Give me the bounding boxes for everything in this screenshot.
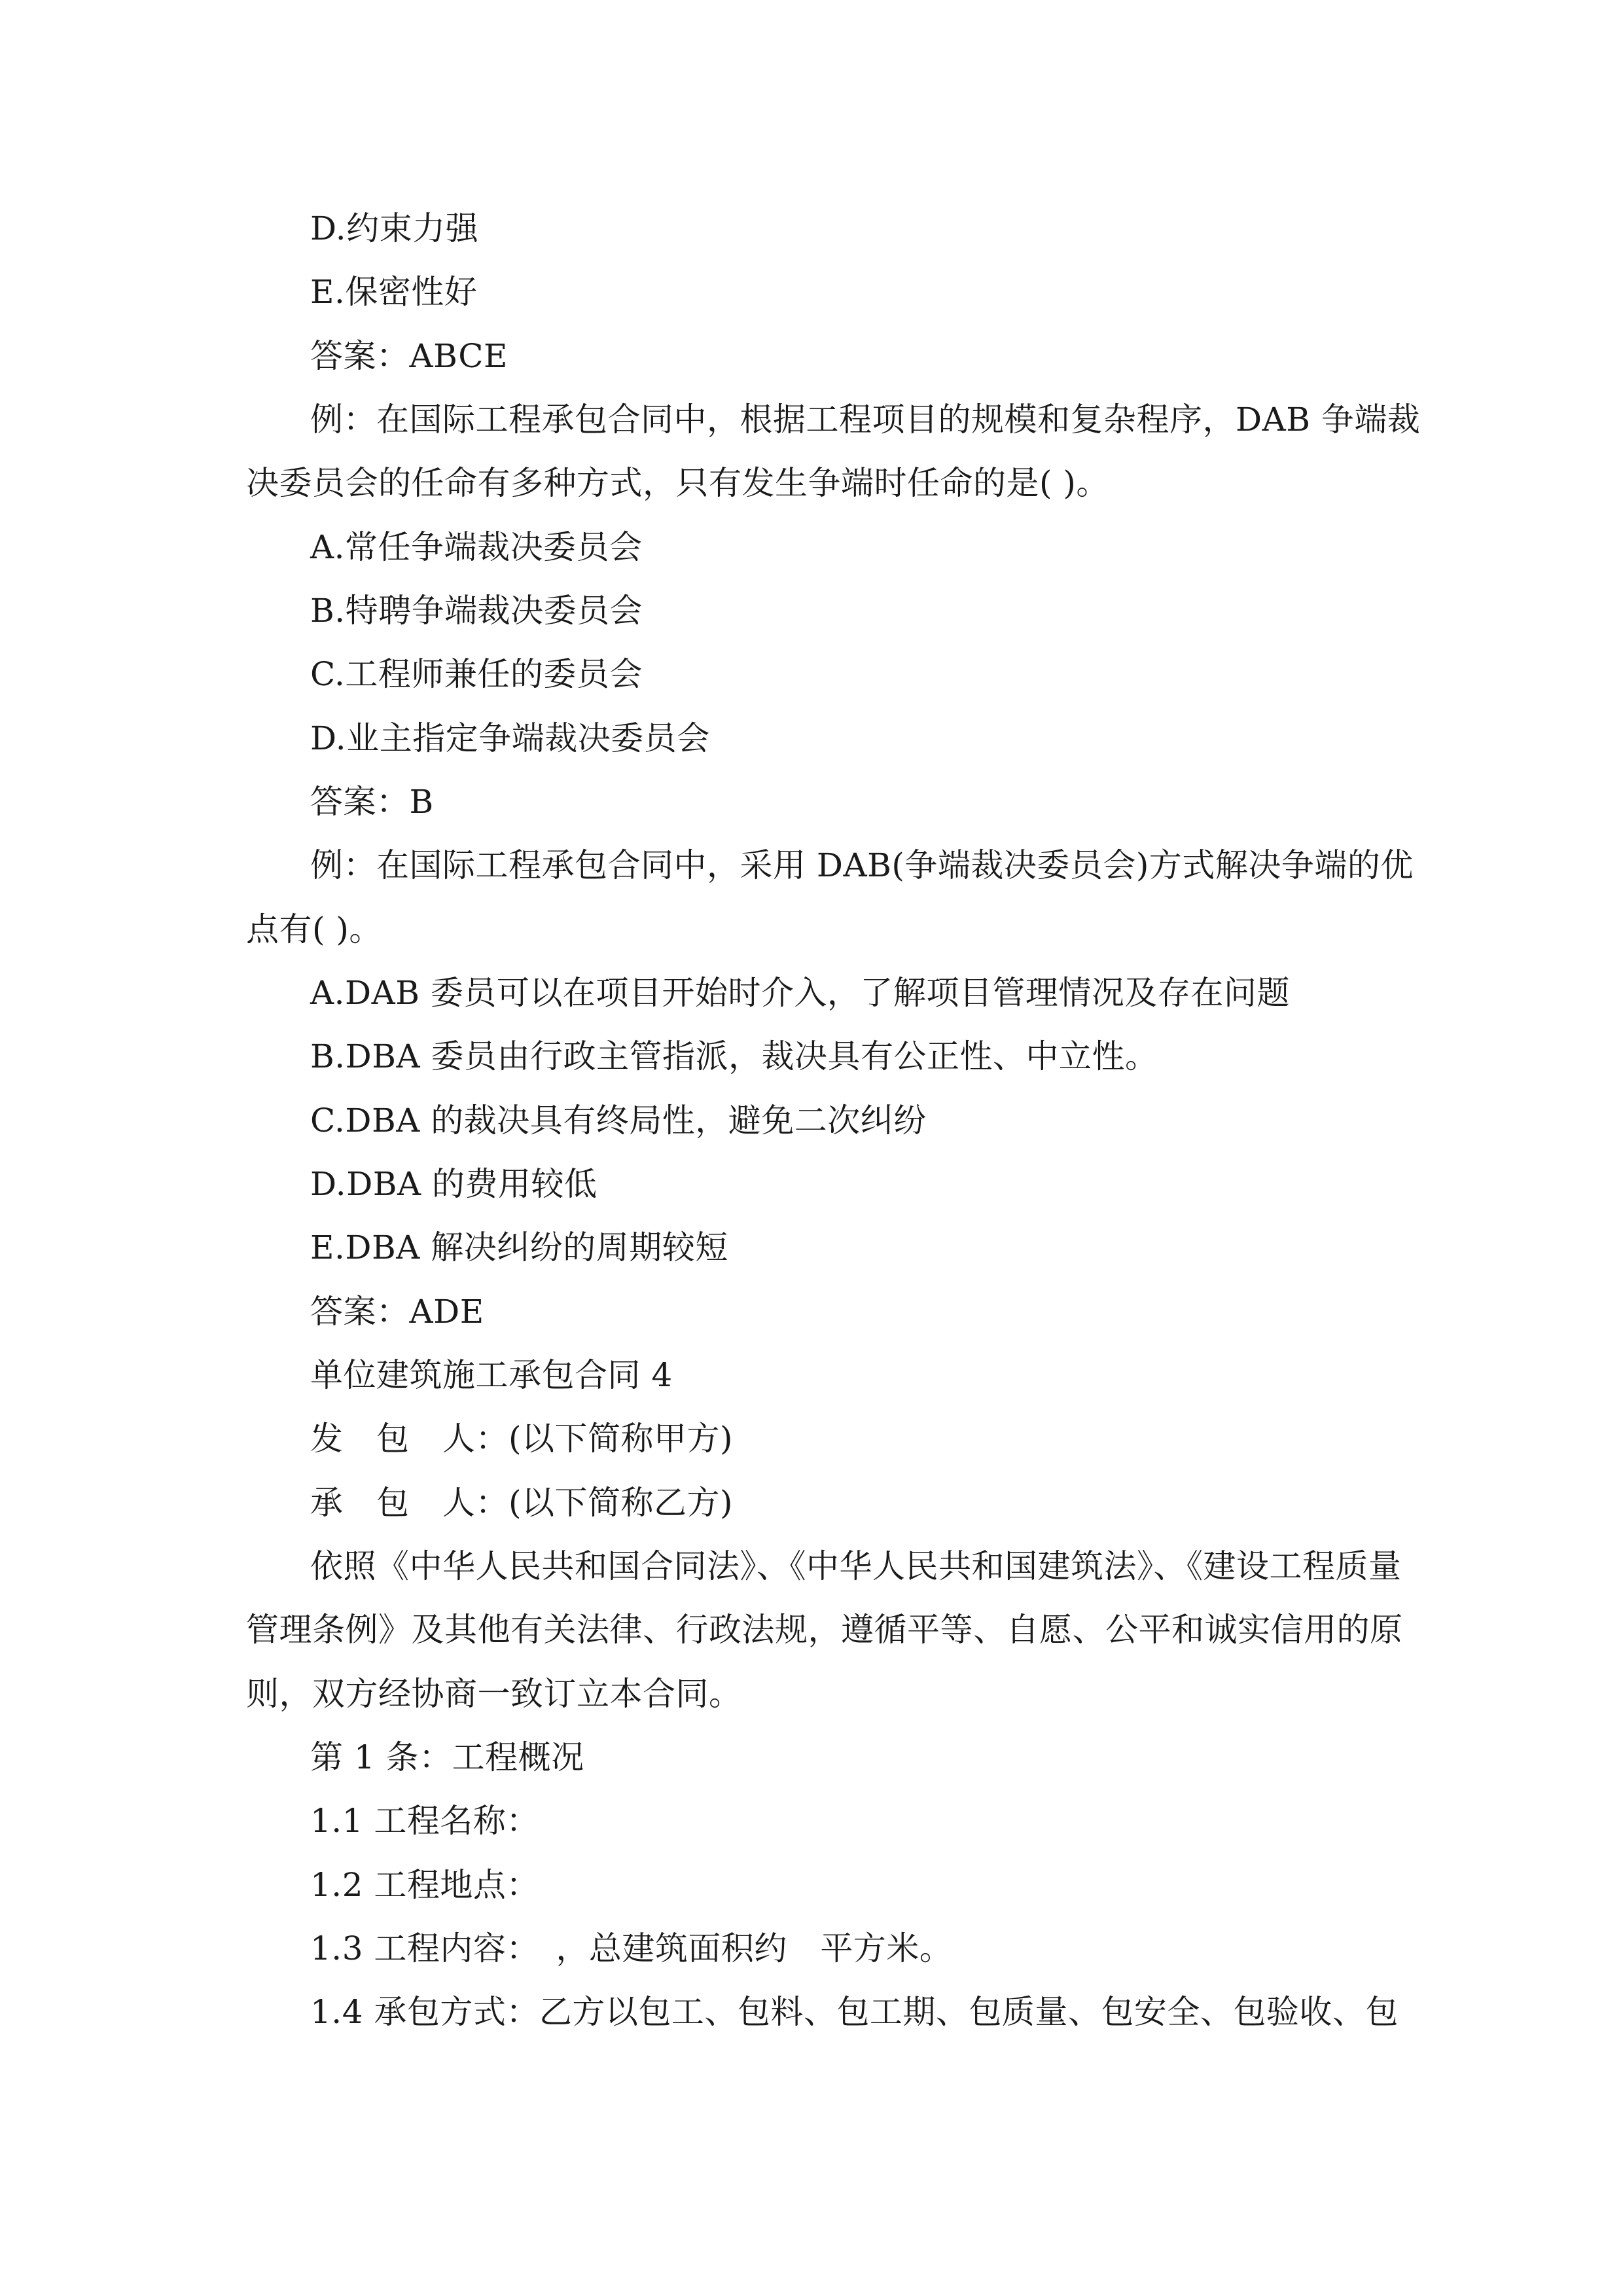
option-e-confidentiality: E.保密性好: [310, 273, 478, 311]
answer-abce: 答案：ABCE: [310, 337, 508, 375]
option-b-dba-members: B.DBA 委员由行政主管指派，裁决具有公正性、中立性。: [310, 1037, 1158, 1075]
article-1-heading: 第 1 条：工程概况: [310, 1738, 584, 1776]
preamble-line-1: 依照《中华人民共和国合同法》、《中华人民共和国建筑法》、《建设工程质量: [310, 1547, 1402, 1585]
clause-1-1-project-name: 1.1 工程名称：: [310, 1802, 539, 1840]
answer-b: 答案：B: [310, 783, 434, 821]
answer-ade: 答案：ADE: [310, 1293, 484, 1331]
option-d-owner-appointed: D.业主指定争端裁决委员会: [310, 719, 710, 757]
clause-1-2-project-location: 1.2 工程地点：: [310, 1866, 539, 1904]
option-b-ad-hoc-board: B.特聘争端裁决委员会: [310, 592, 643, 630]
party-a-line: 发 包 人：(以下简称甲方): [310, 1420, 734, 1458]
option-e-dba-period: E.DBA 解决纠纷的周期较短: [310, 1229, 728, 1266]
option-a-standing-board: A.常任争端裁决委员会: [310, 528, 643, 566]
party-b-line: 承 包 人：(以下简称乙方): [310, 1484, 734, 1522]
question-2-line-1: 例：在国际工程承包合同中，采用 DAB(争端裁决委员会)方式解决争端的优: [310, 846, 1414, 884]
question-1-line-1: 例：在国际工程承包合同中，根据工程项目的规模和复杂程序，DAB 争端裁: [310, 401, 1421, 439]
option-c-engineer-board: C.工程师兼任的委员会: [310, 655, 643, 693]
clause-1-4-contracting-method: 1.4 承包方式：乙方以包工、包料、包工期、包质量、包安全、包验收、包: [310, 1993, 1399, 2031]
option-d-binding-force: D.约束力强: [310, 209, 479, 247]
contract-title: 单位建筑施工承包合同 4: [310, 1356, 673, 1394]
option-c-dba-finality: C.DBA 的裁决具有终局性，避免二次纠纷: [310, 1102, 927, 1139]
question-2-line-2: 点有( )。: [246, 910, 382, 948]
question-1-line-2: 决委员会的任命有多种方式，只有发生争端时任命的是( )。: [246, 464, 1109, 502]
option-a-dab-members: A.DAB 委员可以在项目开始时介入，了解项目管理情况及存在问题: [310, 974, 1290, 1012]
preamble-line-2: 管理条例》及其他有关法律、行政法规，遵循平等、自愿、公平和诚实信用的原: [246, 1611, 1403, 1649]
preamble-line-3: 则，双方经协商一致订立本合同。: [246, 1675, 742, 1713]
option-d-dba-cost: D.DBA 的费用较低: [310, 1165, 597, 1203]
clause-1-3-project-content: 1.3 工程内容： ，总建筑面积约 平方米。: [310, 1929, 953, 1967]
